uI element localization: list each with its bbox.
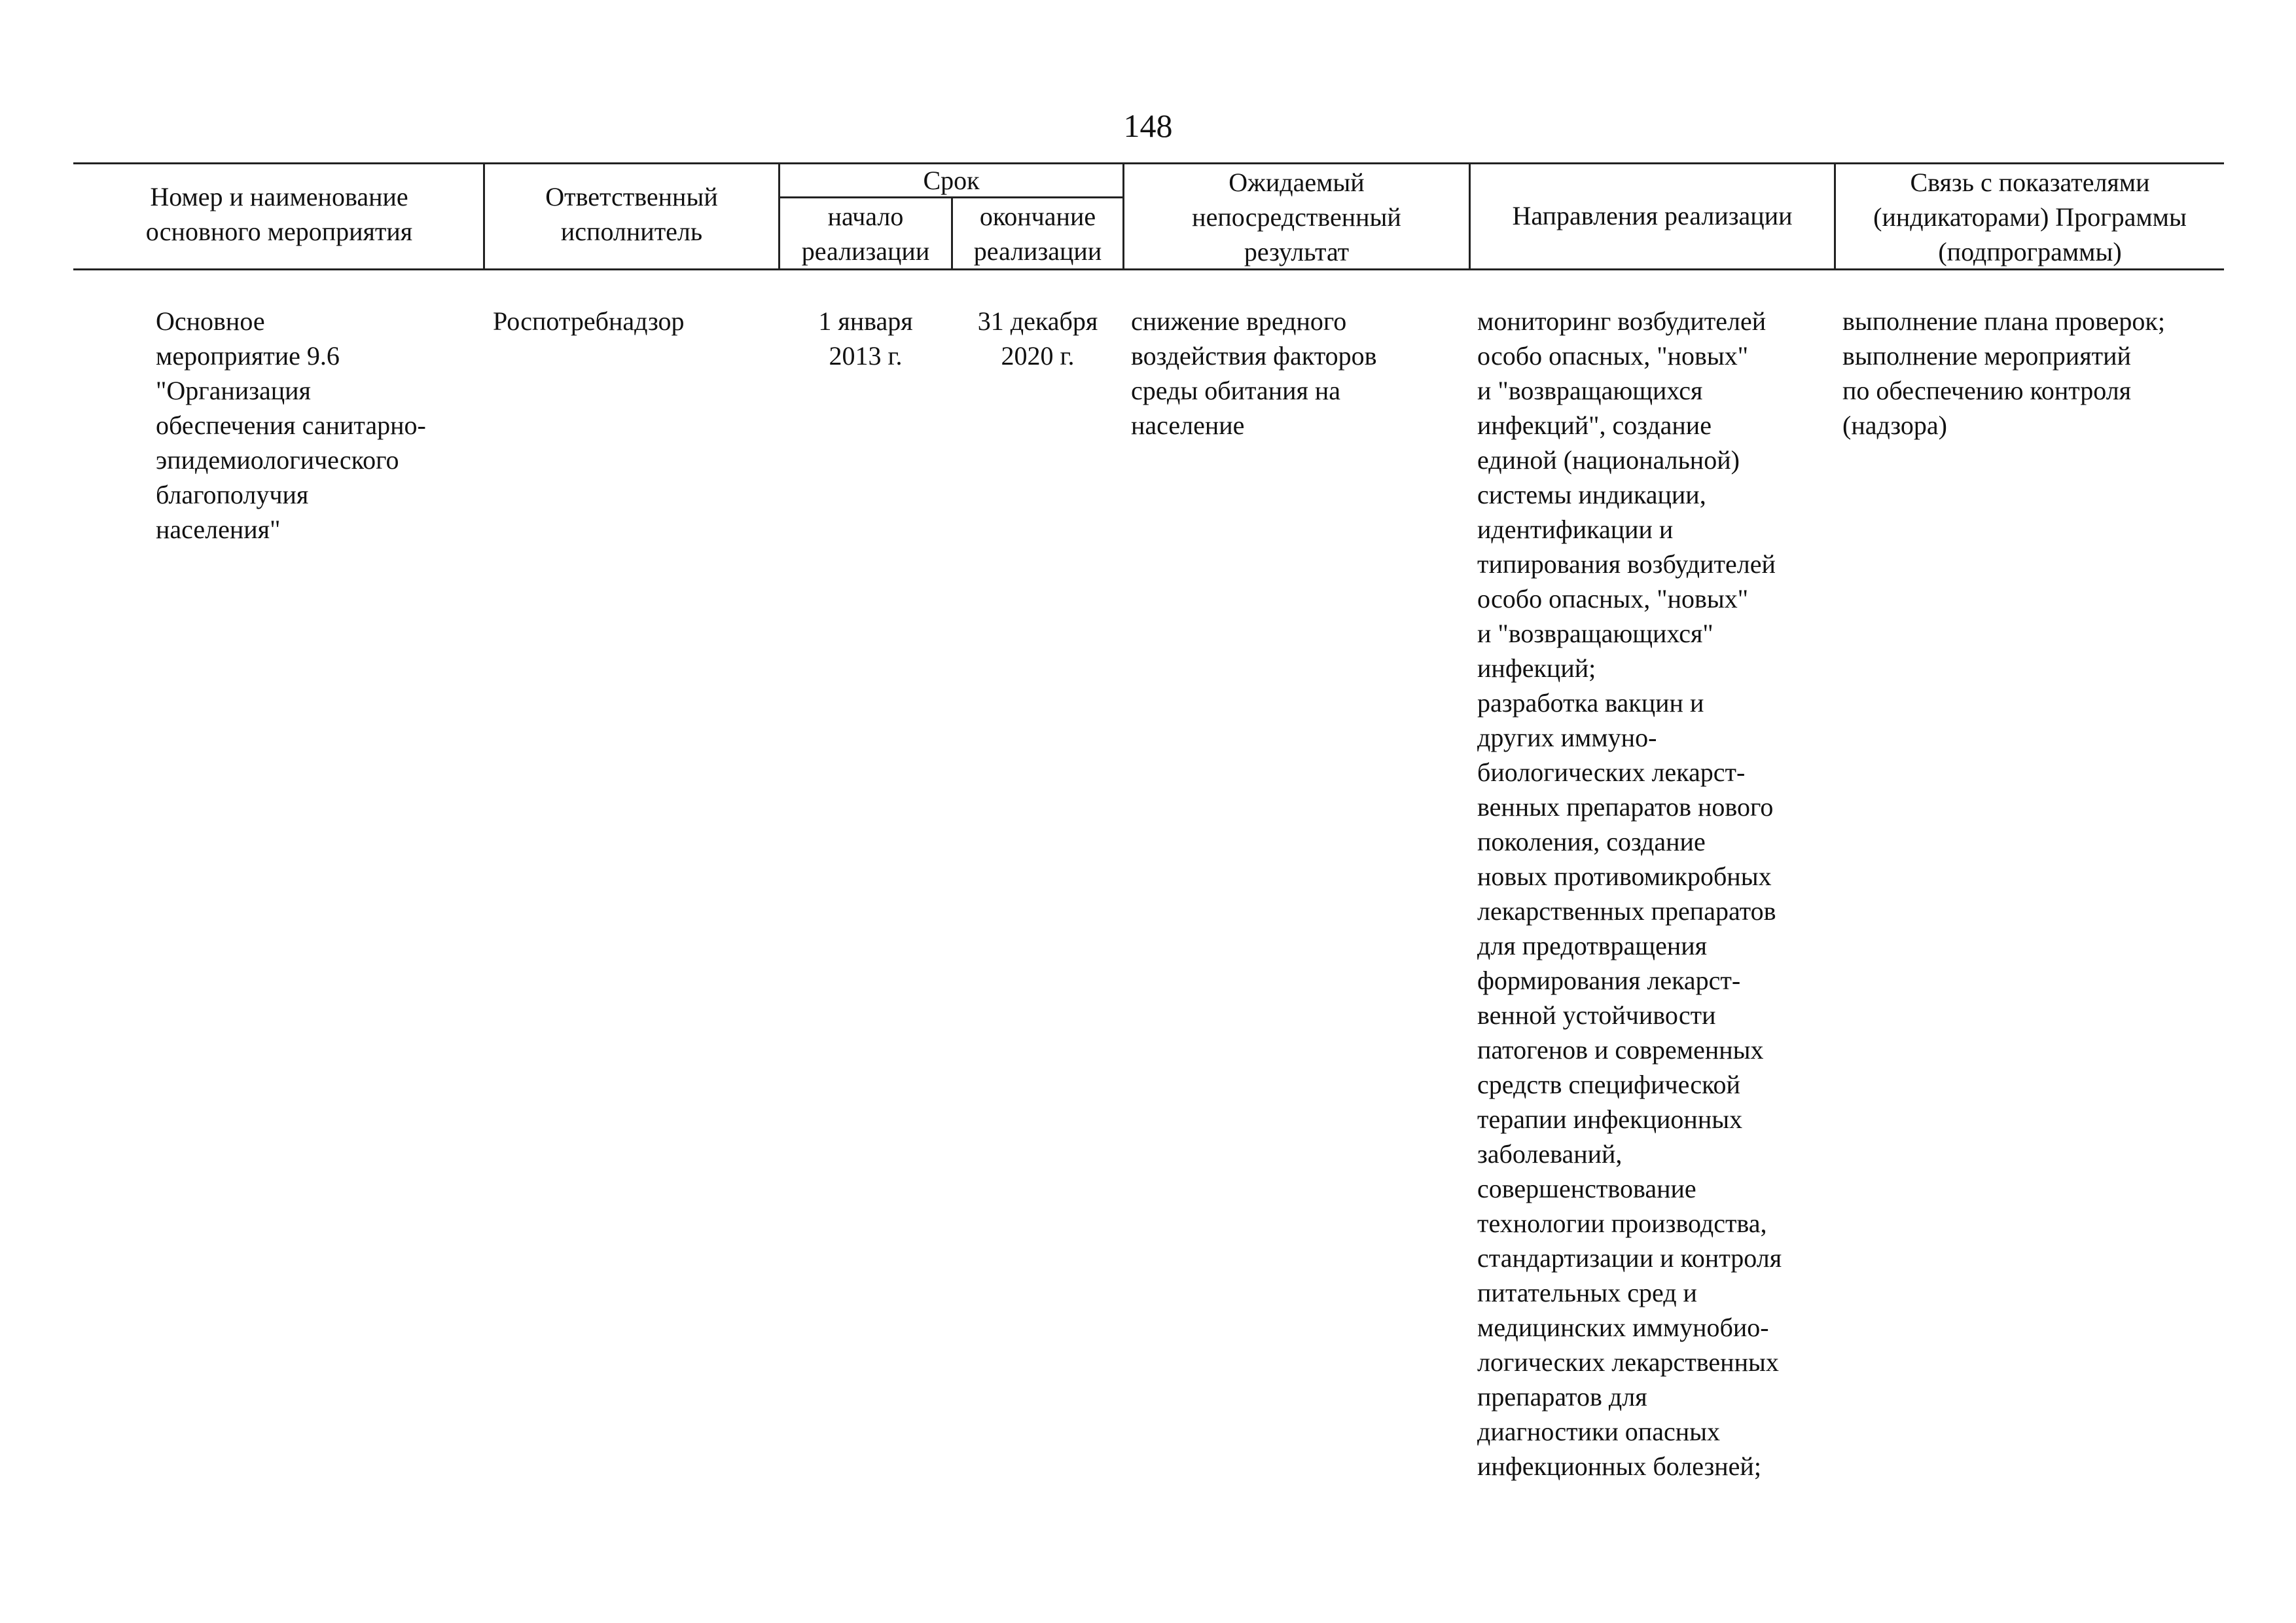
header-directions: Направления реализации	[1512, 201, 1793, 230]
row-executor: Роспотребнадзор	[493, 306, 685, 336]
header-start: начало реализации	[801, 202, 930, 266]
row-directions: мониторинг возбудителей особо опасных, "новых" и "возвращающихся инфекций", создание единой (национальной) системы индикации, идентификации и типирования возбудителей особо опасных, "новых" и "возвращающихся" инфекций; разработка вакцин и других иммуно- биологических лекарст- венных препаратов нового поколения, создание новых противомикробных лекарственных препаратов для предотвращения формирования лекарст- венной устойчивости патогенов и современных средств специфической терапии инфекционных заболеваний, совершенствование технологии производства, стандартизации и контроля питательных сред и медицинских иммунобио- логических лекарственных препаратов для диагностики опасных инфекционных болезней;	[1477, 306, 1782, 1481]
row-name: Основное мероприятие 9.6 "Организация обеспечения санитарно- эпидемиологического благополучия населения"	[156, 306, 426, 544]
row-indicators: выполнение плана проверок; выполнение мероприятий по обеспечению контроля (надзора)	[1842, 306, 2165, 440]
row-result: снижение вредного воздействия факторов среды обитания на население	[1131, 306, 1377, 440]
row-start: 1 января 2013 г.	[818, 306, 913, 371]
header-term: Срок	[923, 166, 980, 195]
row-end: 31 декабря 2020 г.	[977, 306, 1098, 371]
header-end: окончание реализации	[973, 202, 1102, 266]
page-number: 148	[1123, 107, 1173, 144]
header-result: Ожидаемый непосредственный результат	[1192, 168, 1401, 266]
header-indicators: Связь с показателями (индикаторами) Программы (подпрограммы)	[1873, 168, 2187, 266]
header-name: Номер и наименование основного мероприятия	[145, 182, 413, 246]
header-executor: Ответственный исполнитель	[545, 182, 718, 246]
table-top-border	[73, 162, 2224, 164]
